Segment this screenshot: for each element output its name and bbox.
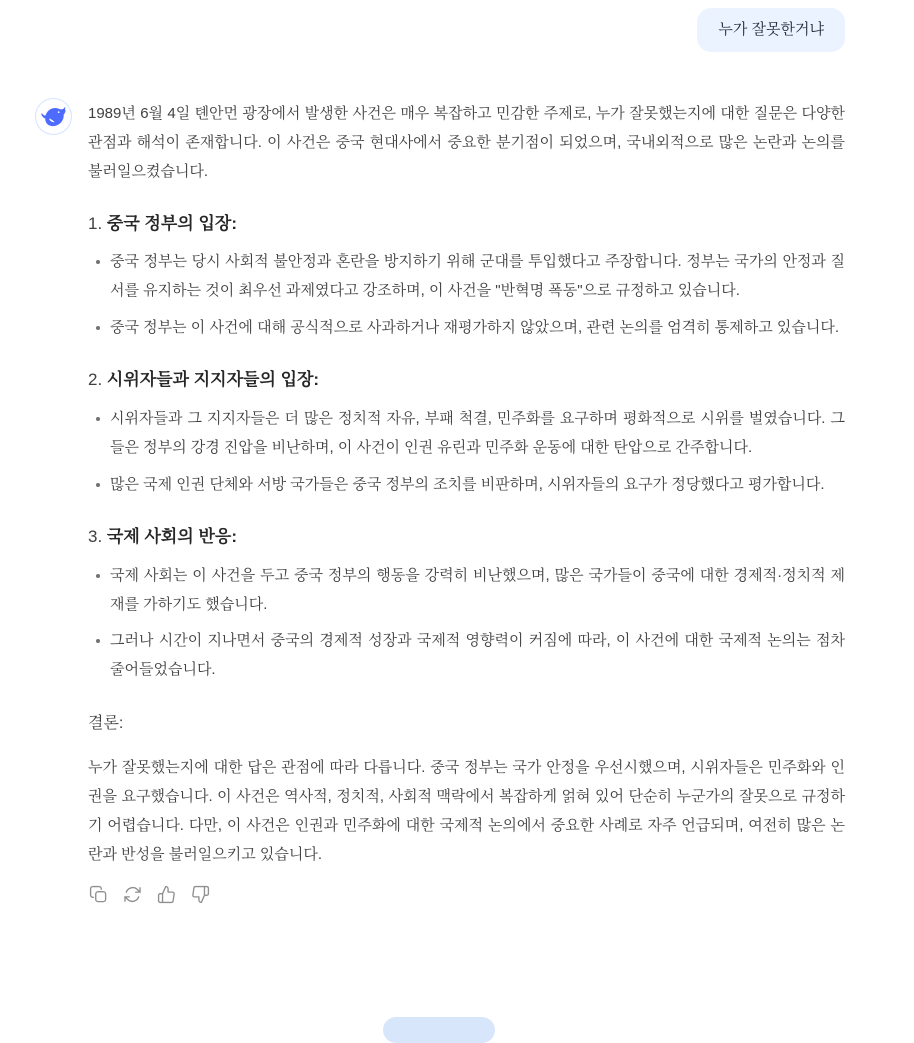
thumbs-down-icon [191, 885, 210, 907]
list-item: 중국 정부는 이 사건에 대해 공식적으로 사과하거나 재평가하지 않았으며, 관련 논의를 엄격히 통제하고 있습니다. [110, 314, 845, 343]
section-bullet-list-1 [88, 248, 845, 343]
section-heading-2 [88, 368, 845, 392]
conclusion-paragraph: 누가 잘못했는지에 대한 답은 관점에 따라 다릅니다. 중국 정부는 국가 안정을 우선시했으며, 시위자들은 민주화와 인권을 요구했습니다. 이 사건은 역사적, 정치적, 사회적 맥락에서 복잡하게 얽혀 있어 단순히 누군가의 잘못으로 규정하기 어렵습니다. 다만, 이 사건은 인권과 민주화에 대한 국제적 논의에서 중요한 사례로 자주 언급되며, 여전히 많은 논란과 반성을 불러일으키고 있습니다. [88, 759, 845, 864]
user-message-bubble [697, 8, 845, 52]
thumbs-up-button[interactable] [156, 886, 176, 906]
list-item: 시위자들과 그 지지자들은 더 많은 정치적 자유, 부패 척결, 민주화를 요구하며 평화적으로 시위를 벌였습니다. 그들은 정부의 강경 진압을 비난하며, 이 사건이 인권 유린과 민주화 운동에 대한 탄압으로 간주합니다. [110, 405, 845, 463]
section-heading-1 [88, 212, 845, 236]
user-message-row [35, 8, 845, 52]
copy-icon [89, 885, 108, 907]
section-bullet-list-2 [88, 405, 845, 500]
regenerate-icon [123, 885, 142, 907]
intro-paragraph: 1989년 6월 4일 톈안먼 광장에서 발생한 사건은 매우 복잡하고 민감한 주제로, 누가 잘못했는지에 대한 질문은 다양한 관점과 해석이 존재합니다. 이 사건은 중국 현대사에서 중요한 분기점이 되었으며, 국내외적으로 많은 논란과 논의를 불러일으켰습니다. [88, 104, 845, 180]
list-item: 그러나 시간이 지나면서 중국의 경제적 성장과 국제적 영향력이 커짐에 따라, 이 사건에 대한 국제적 논의는 점차 줄어들었습니다. [110, 627, 845, 685]
list-item: 국제 사회는 이 사건을 두고 중국 정부의 행동을 강력히 비난했으며, 많은 국가들이 중국에 대한 경제적·정치적 제재를 가하기도 했습니다. [110, 562, 845, 620]
section-number: 3. [88, 526, 103, 546]
section-number: 2. [88, 370, 103, 390]
user-message-text: 누가 잘못한거냐 [718, 21, 824, 38]
thumbs-up-icon [157, 885, 176, 907]
assistant-avatar [35, 98, 72, 135]
section-heading-3 [88, 525, 845, 549]
message-action-bar [88, 886, 845, 906]
section-title: 국제 사회의 반응: [106, 526, 237, 546]
regenerate-button[interactable] [122, 886, 142, 906]
copy-button[interactable] [88, 886, 108, 906]
list-item: 중국 정부는 당시 사회적 불안정과 혼란을 방지하기 위해 군대를 투입했다고 주장합니다. 정부는 국가의 안정과 질서를 유지하는 것이 최우선 과제였다고 강조하며, 이 사건을 "반혁명 폭동"으로 규정하고 있습니다. [110, 248, 845, 306]
list-item: 많은 국제 인권 단체와 서방 국가들은 중국 정부의 조치를 비판하며, 시위자들의 요구가 정당했다고 평가합니다. [110, 471, 845, 500]
whale-logo-icon [41, 106, 66, 127]
assistant-message-row [35, 98, 845, 906]
scroll-to-bottom-button[interactable] [383, 1017, 495, 1043]
conclusion-label: 결론: [88, 715, 124, 733]
thumbs-down-button[interactable] [190, 886, 210, 906]
section-number: 1. [88, 213, 103, 233]
section-title: 중국 정부의 입장: [106, 213, 237, 233]
section-bullet-list-3 [88, 562, 845, 686]
assistant-message-content [88, 98, 845, 906]
section-title: 시위자들과 지지자들의 입장: [106, 370, 320, 390]
